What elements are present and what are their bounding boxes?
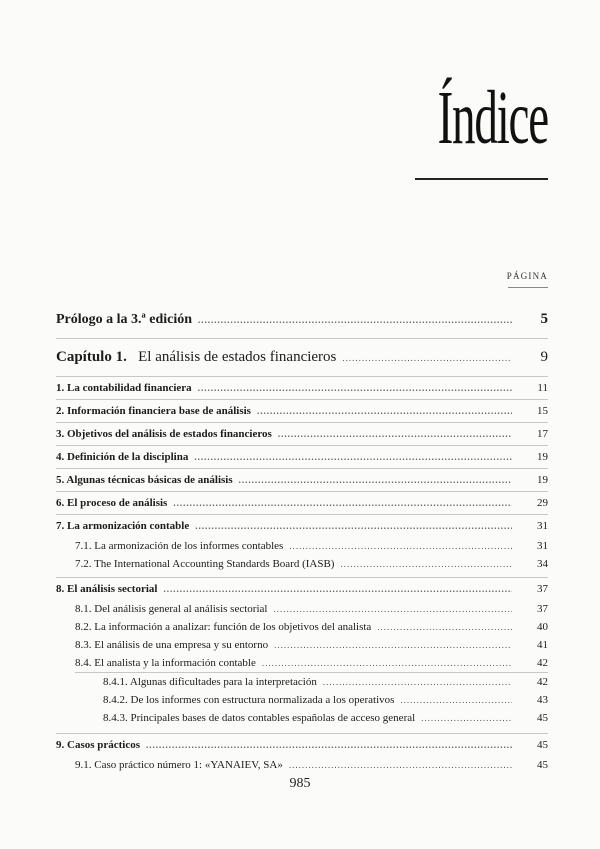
toc-entry-page: 40 <box>537 621 548 633</box>
dot-leader <box>163 584 512 594</box>
table-of-contents <box>56 301 548 774</box>
dot-leader <box>173 498 512 508</box>
dot-leader <box>194 452 512 462</box>
toc-entry-title: 2. Información financiera base de análisis <box>56 405 251 417</box>
dot-leader <box>340 559 512 569</box>
toc-entry-title: 7.2. The International Accounting Standards Board (IASB) <box>75 558 335 570</box>
toc-entry-title: 8.2. La información a analizar: función de los objetivos del analista <box>75 621 372 633</box>
toc-entry-page: 37 <box>537 583 548 595</box>
toc-subsubsection[interactable] <box>56 709 548 727</box>
toc-section[interactable] <box>56 400 548 422</box>
dot-leader <box>377 622 512 632</box>
toc-entry-title: 8.4.2. De los informes con estructura normalizada a los operativos <box>103 694 395 706</box>
dot-leader <box>421 713 512 723</box>
toc-subsection[interactable] <box>56 756 548 774</box>
toc-entry-page: 41 <box>537 639 548 651</box>
dot-leader <box>195 521 512 531</box>
toc-subsection[interactable] <box>56 636 548 654</box>
page-number: 985 <box>289 776 311 791</box>
dot-leader <box>257 406 512 416</box>
dot-leader <box>274 640 512 650</box>
toc-entry-page: 15 <box>537 405 548 417</box>
toc-entry-title: 4. Definición de la disciplina <box>56 451 189 463</box>
dot-leader <box>239 475 512 485</box>
toc-entry-page: 45 <box>537 759 548 771</box>
toc-entry-page: 19 <box>537 451 548 463</box>
toc-entry-page: 5 <box>540 311 548 327</box>
toc-entry-title: 8.4.3. Principales bases de datos contables españolas de acceso general <box>103 712 416 724</box>
toc-entry-title: 7.1. La armonización de los informes contables <box>75 540 284 552</box>
toc-entry-title: 8.4.1. Algunas dificultades para la interpretación <box>103 676 317 688</box>
dot-leader <box>146 740 512 750</box>
toc-section[interactable] <box>56 734 548 756</box>
toc-entry-title: 6. El proceso de análisis <box>56 497 168 509</box>
toc-section[interactable] <box>56 469 548 491</box>
toc-subsection[interactable] <box>56 600 548 618</box>
toc-entry-page: 45 <box>537 739 548 751</box>
toc-section[interactable] <box>56 578 548 600</box>
toc-entry-page: 42 <box>537 657 548 669</box>
toc-entry-title: 8.3. El análisis de una empresa y su entorno <box>75 639 269 651</box>
toc-entry-page: 9 <box>540 349 548 365</box>
toc-entry-title: 8.1. Del análisis general al análisis sectorial <box>75 603 268 615</box>
toc-entry-title: 8. El análisis sectorial <box>56 583 158 595</box>
toc-subsection[interactable] <box>56 555 548 573</box>
title-underline <box>415 178 548 180</box>
page-column-underline <box>508 287 548 288</box>
page-column-label: PÁGINA <box>506 271 548 281</box>
dot-leader <box>289 541 512 551</box>
toc-entry-prologo[interactable] <box>56 301 548 338</box>
page-title: Índice <box>437 76 548 160</box>
dot-leader <box>278 429 512 439</box>
toc-subsection[interactable] <box>56 537 548 555</box>
toc-entry-page: 29 <box>537 497 548 509</box>
dot-leader <box>198 315 512 325</box>
toc-section[interactable] <box>56 515 548 537</box>
toc-entry-page: 37 <box>537 603 548 615</box>
toc-entry-page: 34 <box>537 558 548 570</box>
toc-entry-page: 42 <box>537 676 548 688</box>
toc-section[interactable] <box>56 423 548 445</box>
toc-entry-page: 31 <box>537 520 548 532</box>
toc-section[interactable] <box>56 377 548 399</box>
toc-entry-title: 9.1. Caso práctico número 1: «YANAIEV, SA» <box>75 759 283 771</box>
toc-subsection[interactable] <box>56 618 548 636</box>
dot-leader <box>289 760 512 770</box>
dot-leader <box>323 677 512 687</box>
toc-entry-title: 9. Casos prácticos <box>56 739 141 751</box>
toc-entry-page: 31 <box>537 540 548 552</box>
toc-entry-page: 17 <box>537 428 548 440</box>
dot-leader <box>400 695 512 705</box>
toc-entry-title: 5. Algunas técnicas básicas de análisis <box>56 474 233 486</box>
toc-subsubsection[interactable] <box>56 691 548 709</box>
toc-entry-title: 3. Objetivos del análisis de estados financieros <box>56 428 272 440</box>
dot-leader <box>198 383 512 393</box>
toc-entry-title: 7. La armonización contable <box>56 520 190 532</box>
chapter-label: Capítulo 1. <box>56 349 127 365</box>
toc-entry-page: 19 <box>537 474 548 486</box>
toc-entry-page: 43 <box>537 694 548 706</box>
chapter-title: El análisis de estados financieros <box>138 349 337 365</box>
dot-leader <box>262 658 512 668</box>
toc-subsubsection[interactable] <box>56 673 548 691</box>
toc-entry-title: Prólogo a la 3.ª edición <box>56 312 193 327</box>
toc-entry-title: 8.4. El analista y la información contable <box>75 657 256 669</box>
toc-entry-page: 11 <box>537 382 548 394</box>
toc-section[interactable] <box>56 492 548 514</box>
toc-section[interactable] <box>56 446 548 468</box>
toc-entry-title: 1. La contabilidad financiera <box>56 382 192 394</box>
dot-leader <box>342 353 512 363</box>
dot-leader <box>273 604 512 614</box>
toc-entry-page: 45 <box>537 712 548 724</box>
toc-subsection[interactable] <box>56 654 548 672</box>
toc-entry-chapter[interactable] <box>56 339 548 376</box>
